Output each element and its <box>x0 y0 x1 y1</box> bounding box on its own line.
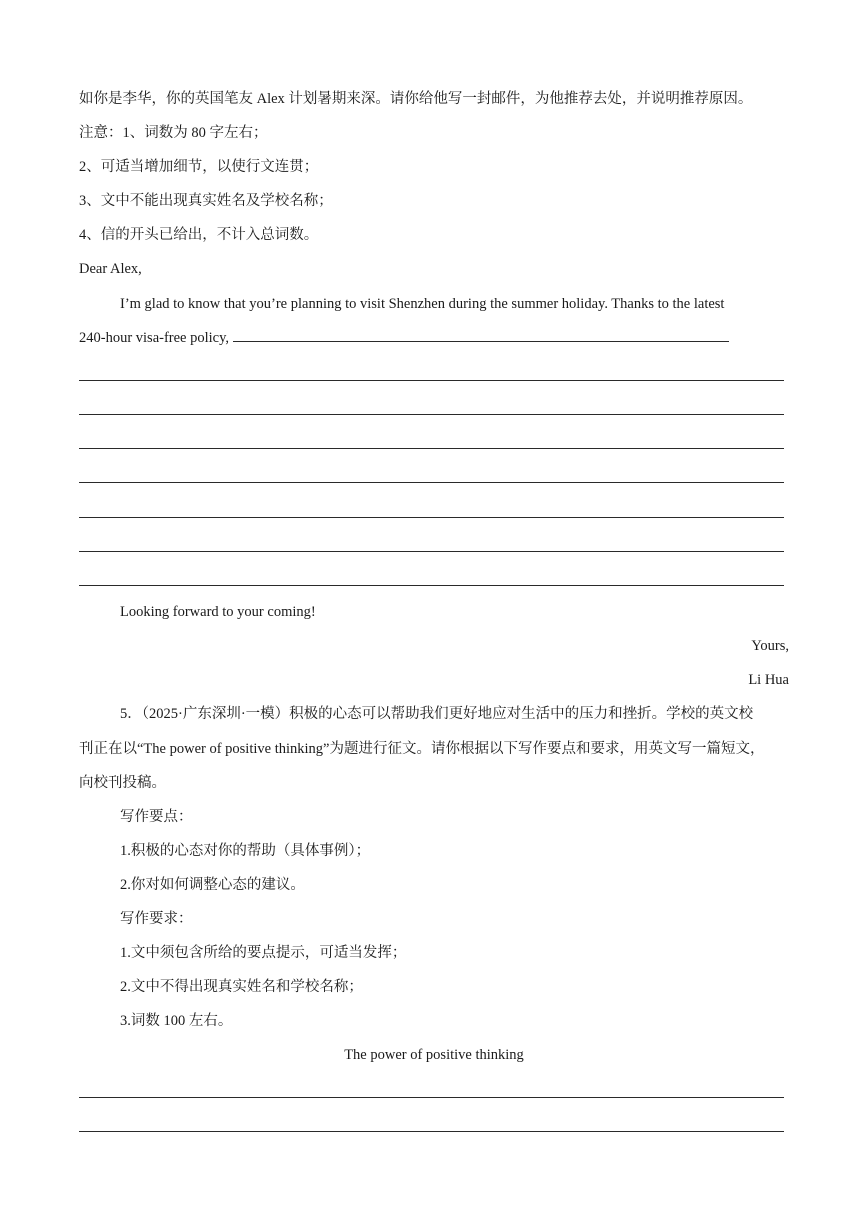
letter-opening-text: 240-hour visa-free policy, <box>79 330 230 346</box>
answer-line[interactable] <box>79 380 784 381</box>
task4-note-2: 2、可适当增加细节，以使行文连贯； <box>79 159 319 175</box>
answer-line[interactable] <box>79 482 784 483</box>
task4-note-4: 4、信的开头已给出，不计入总词数。 <box>79 227 319 243</box>
answer-line[interactable] <box>79 1131 784 1132</box>
task5-intro-line-3: 向校刊投稿。 <box>79 775 166 791</box>
letter-opening-line-2 <box>79 328 729 348</box>
essay-title: The power of positive thinking <box>344 1047 524 1063</box>
point-2: 2.你对如何调整心态的建议。 <box>120 877 305 893</box>
task5-intro-line-1: 5．（2025·广东深圳·一模）积极的心态可以帮助我们更好地应对生活中的压力和挫折。学校的英文校 <box>120 706 754 722</box>
point-1: 1.积极的心态对你的帮助（具体事例）； <box>120 843 371 859</box>
letter-signoff: Yours, <box>751 638 789 654</box>
task5-intro-line-2: 刊正在以“The power of positive thinking”为题进行征文。请你根据以下写作要点和要求，用英文写一篇短文， <box>79 741 765 757</box>
answer-line[interactable] <box>79 1097 784 1098</box>
answer-line[interactable] <box>79 448 784 449</box>
letter-opening-line-1: I’m glad to know that you’re planning to visit Shenzhen during the summer holiday. Thanks to the latest <box>120 296 725 312</box>
answer-line[interactable] <box>79 551 784 552</box>
answer-line[interactable] <box>79 517 784 518</box>
letter-closing: Looking forward to your coming! <box>120 604 316 620</box>
task4-note-3: 3、文中不能出现真实姓名及学校名称； <box>79 193 333 209</box>
task4-prompt: 如你是李华，你的英国笔友 Alex 计划暑期来深。请你给他写一封邮件，为他推荐去处，并说明推荐原因。 <box>79 91 753 107</box>
requirement-3: 3.词数 100 左右。 <box>120 1013 233 1029</box>
requirements-heading: 写作要求： <box>120 911 193 927</box>
answer-line[interactable] <box>79 414 784 415</box>
requirement-1: 1.文中须包含所给的要点提示，可适当发挥； <box>120 945 407 961</box>
letter-salutation: Dear Alex, <box>79 261 142 277</box>
points-heading: 写作要点： <box>120 809 193 825</box>
letter-signature: Li Hua <box>748 672 789 688</box>
inline-answer-blank[interactable] <box>233 329 729 342</box>
requirement-2: 2.文中不得出现真实姓名和学校名称； <box>120 979 363 995</box>
task4-note-1: 注意：1、词数为 80 字左右； <box>79 125 268 141</box>
answer-line[interactable] <box>79 585 784 586</box>
